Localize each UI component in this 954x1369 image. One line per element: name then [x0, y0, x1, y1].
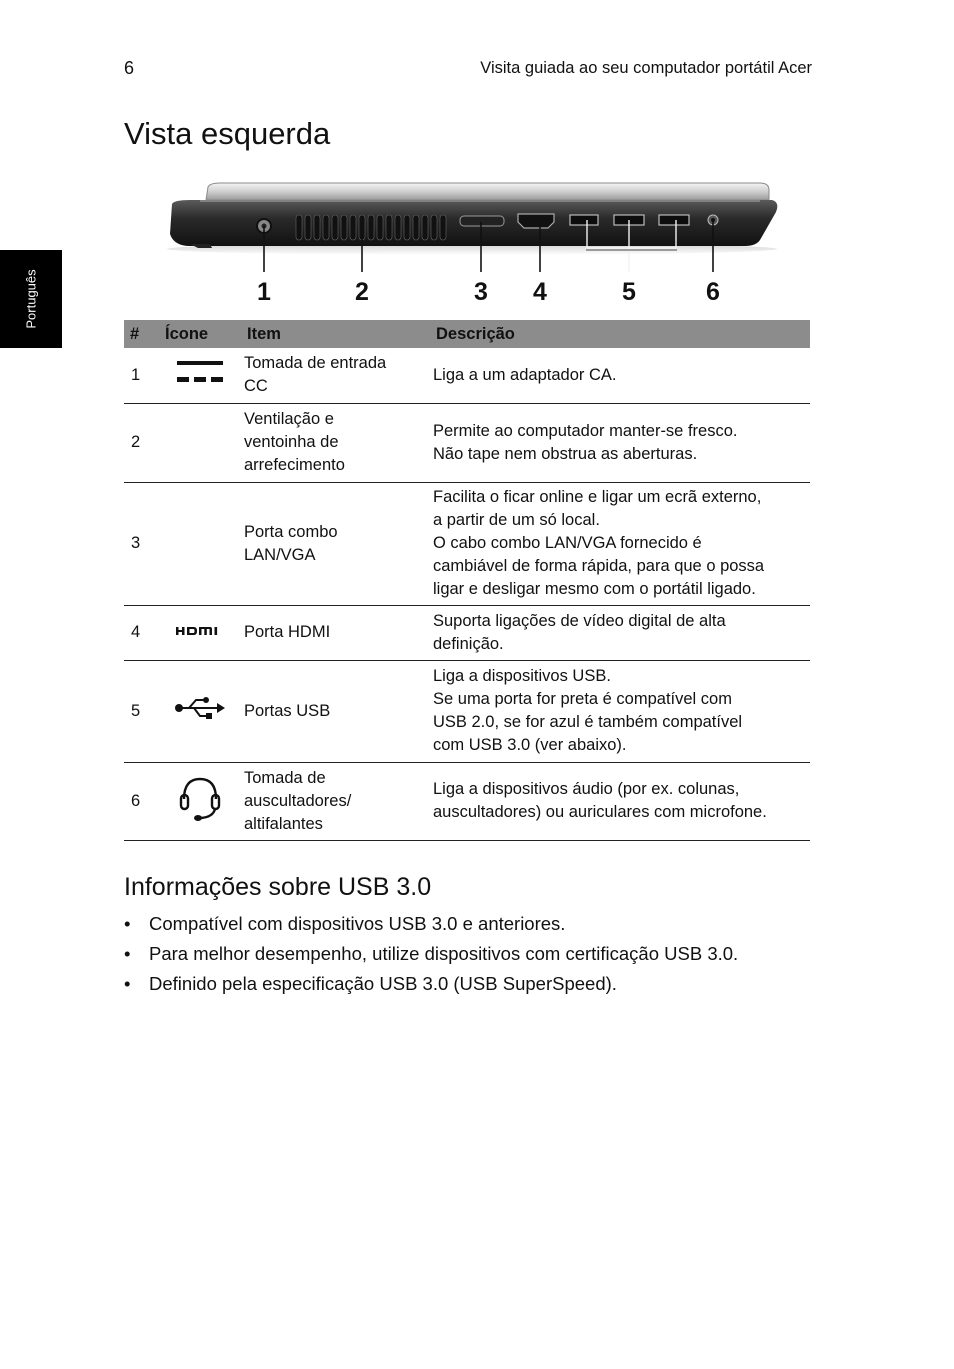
row-item: Tomada de entrada CC [241, 348, 430, 403]
page-number: 6 [124, 58, 135, 78]
hdmi-icon [175, 625, 225, 637]
col-header-number: # [124, 320, 159, 348]
table-header-row [124, 320, 810, 348]
callout-number-2: 2 [355, 278, 369, 306]
row-number: 5 [124, 660, 159, 762]
list-item: • Compatível com dispositivos USB 3.0 e anteriores. [124, 910, 738, 940]
row-number: 4 [124, 605, 159, 660]
ports-table [124, 320, 810, 841]
row-description: Facilita o ficar online e ligar um ecrã externo, a partir de um só local. O cabo combo LAN/VGA fornecido é cambiável de forma rápida, para que o possa ligar e desligar mesmo com o portátil ligado. [430, 482, 810, 605]
callout-number-5: 5 [622, 278, 636, 306]
row-description: Liga a um adaptador CA. [430, 348, 810, 403]
col-header-icon: Ícone [159, 320, 241, 348]
row-description: Suporta ligações de vídeo digital de alta definição. [430, 605, 810, 660]
laptop-left-side-illustration [160, 178, 785, 278]
table-row [124, 482, 810, 605]
section-title: Vista esquerda [124, 116, 331, 151]
row-number: 6 [124, 762, 159, 840]
row-item: Porta HDMI [241, 605, 430, 660]
row-description: Liga a dispositivos USB. Se uma porta for preta é compatível com USB 2.0, se for azul é também compatível com USB 3.0 (ver abaixo). [430, 660, 810, 762]
list-item: • Definido pela especificação USB 3.0 (USB SuperSpeed). [124, 970, 738, 1000]
row-description: Permite ao computador manter-se fresco. Não tape nem obstrua as aberturas. [430, 403, 810, 482]
row-icon-cell [159, 660, 241, 762]
table-row [124, 660, 810, 762]
row-number: 2 [124, 403, 159, 482]
list-item: • Para melhor desempenho, utilize dispositivos com certificação USB 3.0. [124, 940, 738, 970]
row-item: Ventilação e ventoinha de arrefecimento [241, 403, 430, 482]
table-row [124, 762, 810, 840]
row-number: 1 [124, 348, 159, 403]
table-row [124, 403, 810, 482]
row-description: Liga a dispositivos áudio (por ex. colunas, auscultadores) ou auriculares com microfone. [430, 762, 810, 840]
callout-number-3: 3 [474, 278, 488, 306]
table-row [124, 348, 810, 403]
dc-power-icon [176, 358, 224, 386]
row-number: 3 [124, 482, 159, 605]
table-row [124, 605, 810, 660]
callout-number-6: 6 [706, 278, 720, 306]
usb-section-title: Informações sobre USB 3.0 [124, 873, 432, 901]
callout-number-1: 1 [257, 278, 271, 306]
row-item: Porta combo LAN/VGA [241, 482, 430, 605]
row-icon-cell [159, 605, 241, 660]
row-icon-cell [159, 482, 241, 605]
row-icon-cell [159, 403, 241, 482]
language-label: Português [23, 269, 39, 329]
row-icon-cell [159, 762, 241, 840]
callout-number-4: 4 [533, 278, 547, 306]
col-header-item: Item [241, 320, 430, 348]
row-icon-cell [159, 348, 241, 403]
row-item: Portas USB [241, 660, 430, 762]
headset-icon [179, 773, 221, 823]
usb-info-list [124, 910, 738, 1000]
col-header-description: Descrição [430, 320, 810, 348]
language-side-tab [0, 250, 62, 348]
running-header: Visita guiada ao seu computador portátil Acer [480, 59, 812, 77]
usb-icon [174, 696, 226, 720]
row-item: Tomada de auscultadores/ altifalantes [241, 762, 430, 840]
